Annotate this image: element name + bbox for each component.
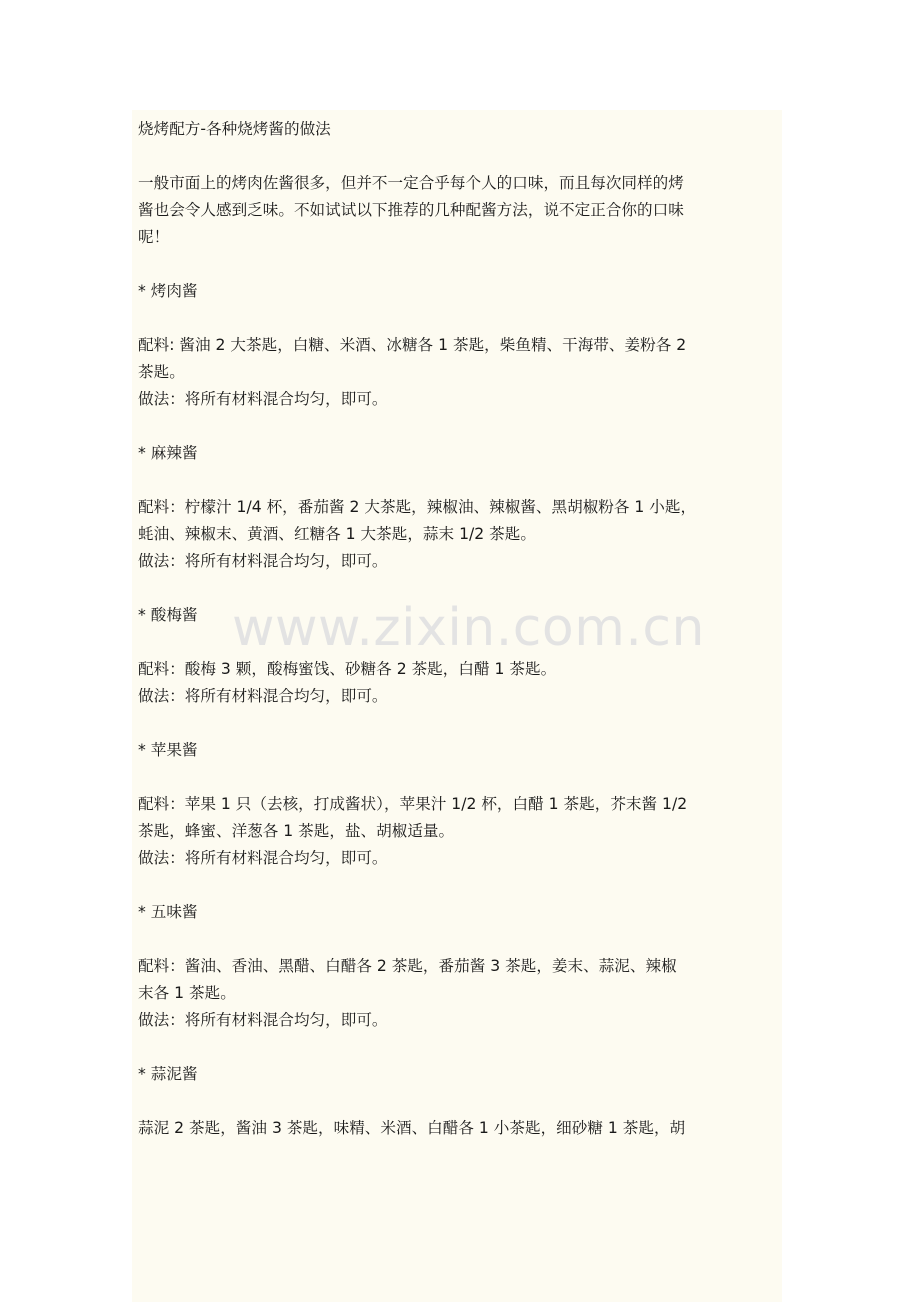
section-line: 蚝油、辣椒末、黄酒、红糖各 1 大茶匙，蒜末 1/2 茶匙。 xyxy=(138,525,536,543)
document-body xyxy=(132,110,782,1302)
section-line: 做法：将所有材料混合均匀，即可。 xyxy=(138,687,388,705)
section-line: 配料：柠檬汁 1/4 杯，番茄酱 2 大茶匙，辣椒油、辣椒酱、黑胡椒粉各 1 小匙， xyxy=(138,498,697,516)
spacer xyxy=(138,467,782,494)
spacer xyxy=(138,143,782,170)
spacer xyxy=(138,710,782,737)
section-heading: * 酸梅酱 xyxy=(138,606,198,624)
section-line: 茶匙。 xyxy=(138,363,185,381)
spacer xyxy=(138,764,782,791)
section-heading: * 烤肉酱 xyxy=(138,282,198,300)
intro-line: 呢！ xyxy=(138,228,170,246)
spacer xyxy=(138,629,782,656)
recipe-sections xyxy=(138,251,782,1142)
section-line: 做法：将所有材料混合均匀，即可。 xyxy=(138,849,388,867)
watermark: www.zixin.com.cn xyxy=(232,598,705,658)
section-line: 蒜泥 2 茶匙，酱油 3 茶匙，味精、米酒、白醋各 1 小茶匙，细砂糖 1 茶匙，胡 xyxy=(138,1119,686,1137)
spacer xyxy=(138,575,782,602)
section-heading: * 苹果酱 xyxy=(138,741,198,759)
section-line: 末各 1 茶匙。 xyxy=(138,984,236,1002)
spacer xyxy=(138,872,782,899)
section-line: 配料：酸梅 3 颗，酸梅蜜饯、砂糖各 2 茶匙，白醋 1 茶匙。 xyxy=(138,660,557,678)
spacer xyxy=(138,1088,782,1115)
section-heading: * 蒜泥酱 xyxy=(138,1065,198,1083)
section-line: 配料：酱油、香油、黑醋、白醋各 2 茶匙，番茄酱 3 茶匙，姜末、蒜泥、辣椒 xyxy=(138,957,677,975)
section-line: 做法：将所有材料混合均匀，即可。 xyxy=(138,552,388,570)
document-title: 烧烤配方-各种烧烤酱的做法 xyxy=(138,120,331,138)
spacer xyxy=(138,305,782,332)
spacer xyxy=(138,1034,782,1061)
section-line: 茶匙，蜂蜜、洋葱各 1 茶匙，盐、胡椒适量。 xyxy=(138,822,455,840)
section-line: 配料：苹果 1 只（去核，打成酱状），苹果汁 1/2 杯，白醋 1 茶匙，芥末酱 1/2 xyxy=(138,795,688,813)
intro-line: 酱也会令人感到乏味。不如试试以下推荐的几种配酱方法，说不定正合你的口味 xyxy=(138,201,684,219)
intro-line: 一般市面上的烤肉佐酱很多，但并不一定合乎每个人的口味，而且每次同样的烤 xyxy=(138,174,684,192)
section-heading: * 五味酱 xyxy=(138,903,198,921)
spacer xyxy=(138,413,782,440)
spacer xyxy=(138,251,782,278)
section-heading: * 麻辣酱 xyxy=(138,444,198,462)
section-line: 配料: 酱油 2 大茶匙，白糖、米酒、冰糖各 1 茶匙，柴鱼精、干海带、姜粉各 2 xyxy=(138,336,687,354)
section-line: 做法：将所有材料混合均匀，即可。 xyxy=(138,1011,388,1029)
section-line: 做法：将所有材料混合均匀，即可。 xyxy=(138,390,388,408)
spacer xyxy=(138,926,782,953)
